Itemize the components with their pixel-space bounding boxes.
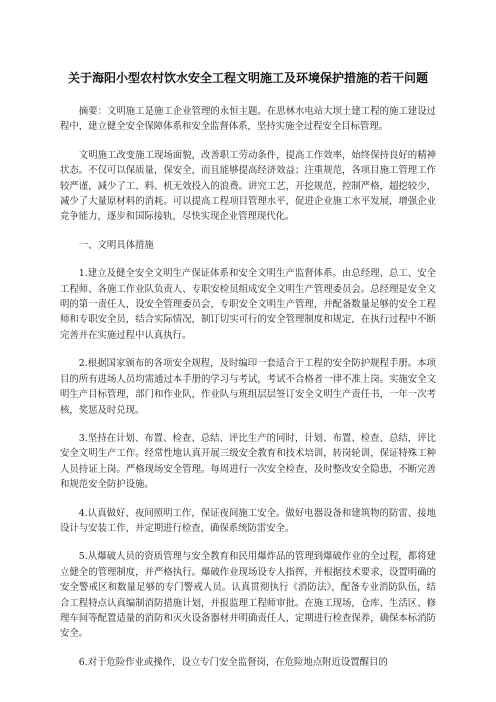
measure-paragraph-6: 6.对于危险作业或操作，设立专门安全监督岗，在危险地点附近设置醒目的 [78,656,388,668]
document-title: 关于海阳小型农村饮水安全工程文明施工及环境保护措施的若干问题 [67,71,428,85]
measure-paragraph-5: 5.从爆破人员的资质管理与安全教育和民用爆炸品的管理到爆破作业的全过程，都将建立健全的管理制度，并严格执行。爆破作业现场设专人指挥，并根据技术要求，设置明确的安全警戒区和数量足够的专门警戒人员。认真贯彻执行《消防法》，配备专业消防队伍，结合工程特点认真编制消防措施计划，并报监理工程师审批。在施工现场，仓库、生活区、修理车间等配置适量的消防和灭火设备器材并明确责任人，定期进行检查保养，确保本标消防安全。 [60,551,436,640]
measure-paragraph-1: 1.建立及健全安全文明生产保证体系和安全文明生产监督体系。由总经理、总工、安全工程师、各施工作业队负责人、专职安检员组成安全文明生产管理委员会。总经理是安全文明的第一责任人，设安全管理委员会，专职安全文明生产管理，并配备数量足够的安全工程师和专职安全员，结合实际情况，制订切实可行的安全管理制度和规定，在执行过程中不断完善并在实施过程中认真执行。 [60,268,436,341]
section-heading: 一、文明具体措施 [78,239,154,251]
measure-paragraph-3: 3.坚持在计划、布置、检查、总结、评比生产的同时，计划、布置、检查、总结，评比安全文明生产工作。经常性地认真开展三级安全教育和技术培训，转岗轮训，保证特殊工种人员持证上岗。严格现场安全管理。每周进行一次安全检查，及时整改安全隐患，不断完善和规范安全防护设施。 [60,432,436,491]
intro-paragraph: 文明施工改变施工现场面貌，改善职工劳动条件，提高工作效率，始终保持良好的精神状态。不仅可以保质量，保安全，而且能够提高经济效益；注重规范，各项目施工管理工作较严谨，减少了工、料、机无效投入的浪费。讲究工艺，开挖规范，控制严格，超挖较少，减少了大量原材料的消耗。可以提高工程项目管理水平，促进企业施工水平发展，增强企业竞争能力，逐步和国际接轨，尽快实现企业管理现代化。 [60,149,436,223]
measure-paragraph-4: 4.认真做好、夜间照明工作，保证夜间施工安全。做好电器设备和建筑物的防雷、接地设计与安装工作，并定期进行检查，确保系统防雷安全。 [60,507,436,534]
abstract-paragraph: 摘要：文明施工是施工企业管理的永恒主题。在思林水电站大坝土建工程的施工建设过程中，建立健全安全保障体系和安全监督体系，坚持实施全过程安全目标管理。 [60,106,436,133]
measure-paragraph-2: 2.根据国家颁布的各项安全规程，及时编印一套适合于工程的安全防护规程手册。本项目的所有进场人员均需通过本手册的学习与考试，考试不合格者一律不准上岗。实施安全文明生产目标管理，部门和作业队，作业队与班组层层签订安全文明生产责任书，一年一次考核，奖惩及时兑现。 [60,358,436,416]
